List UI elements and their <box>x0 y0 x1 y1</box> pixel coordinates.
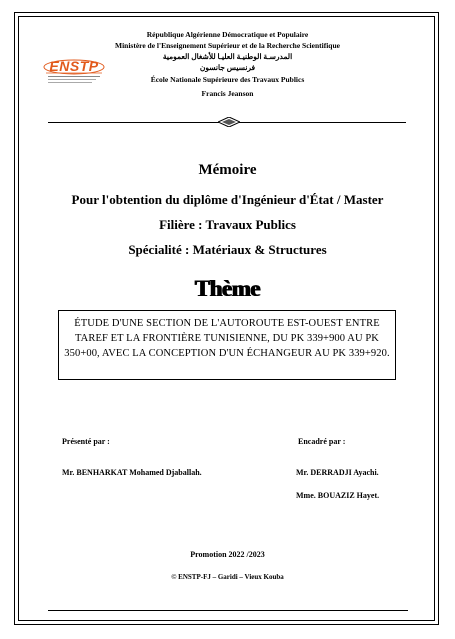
school-name: École Nationale Supérieure des Travaux Publics <box>150 75 305 84</box>
supervisor-2: Mme. BOUAZIZ Hayet. <box>296 491 380 500</box>
diploma-purpose: Pour l'obtention du diplôme d'Ingénieur d'État / Master <box>71 192 384 207</box>
copyright: © ENSTP-FJ – Garidi – Vieux Kouba <box>171 573 284 581</box>
divider-ornament-icon <box>218 117 240 127</box>
republic-line: République Algérienne Démocratique et Populaire <box>146 30 309 39</box>
theme-heading: Thème <box>194 276 261 301</box>
supervised-by-label: Encadré par : <box>298 437 346 446</box>
specialite: Spécialité : Matériaux & Structures <box>128 242 327 257</box>
footer-divider <box>48 610 408 611</box>
theme-box <box>58 310 396 380</box>
promotion: Promotion 2022 /2023 <box>190 550 265 559</box>
theme-text: ÉTUDE D'UNE SECTION DE L'AUTOROUTE EST-OUEST ENTRE TAREF ET LA FRONTIÈRE TUNISIENNE, DU PK 339+900 AU PK 350+00, AVEC LA CONCEPTION D'UN ÉCHANGEUR AU PK 339+920. <box>64 318 390 359</box>
arabic-jeanson: فرنسيس جانسون <box>199 63 256 72</box>
student-name: Mr. BENHARKAT Mohamed Djaballah. <box>62 468 202 477</box>
logo-name: ENSTP <box>49 58 99 74</box>
school-name-2: Francis Jeanson <box>201 89 254 98</box>
supervisor-1: Mr. DERRADJI Ayachi. <box>296 468 379 477</box>
filiere: Filière : Travaux Publics <box>159 217 296 232</box>
ministry-line: Ministère de l'Enseignement Supérieur et de la Recherche Scientifique <box>115 41 340 50</box>
memoire-title: Mémoire <box>198 162 257 178</box>
arabic-school-name: المدرسـة الوطنيـة العليـا للأشغال العمومية <box>162 52 293 61</box>
presented-by-label: Présenté par : <box>62 437 110 446</box>
